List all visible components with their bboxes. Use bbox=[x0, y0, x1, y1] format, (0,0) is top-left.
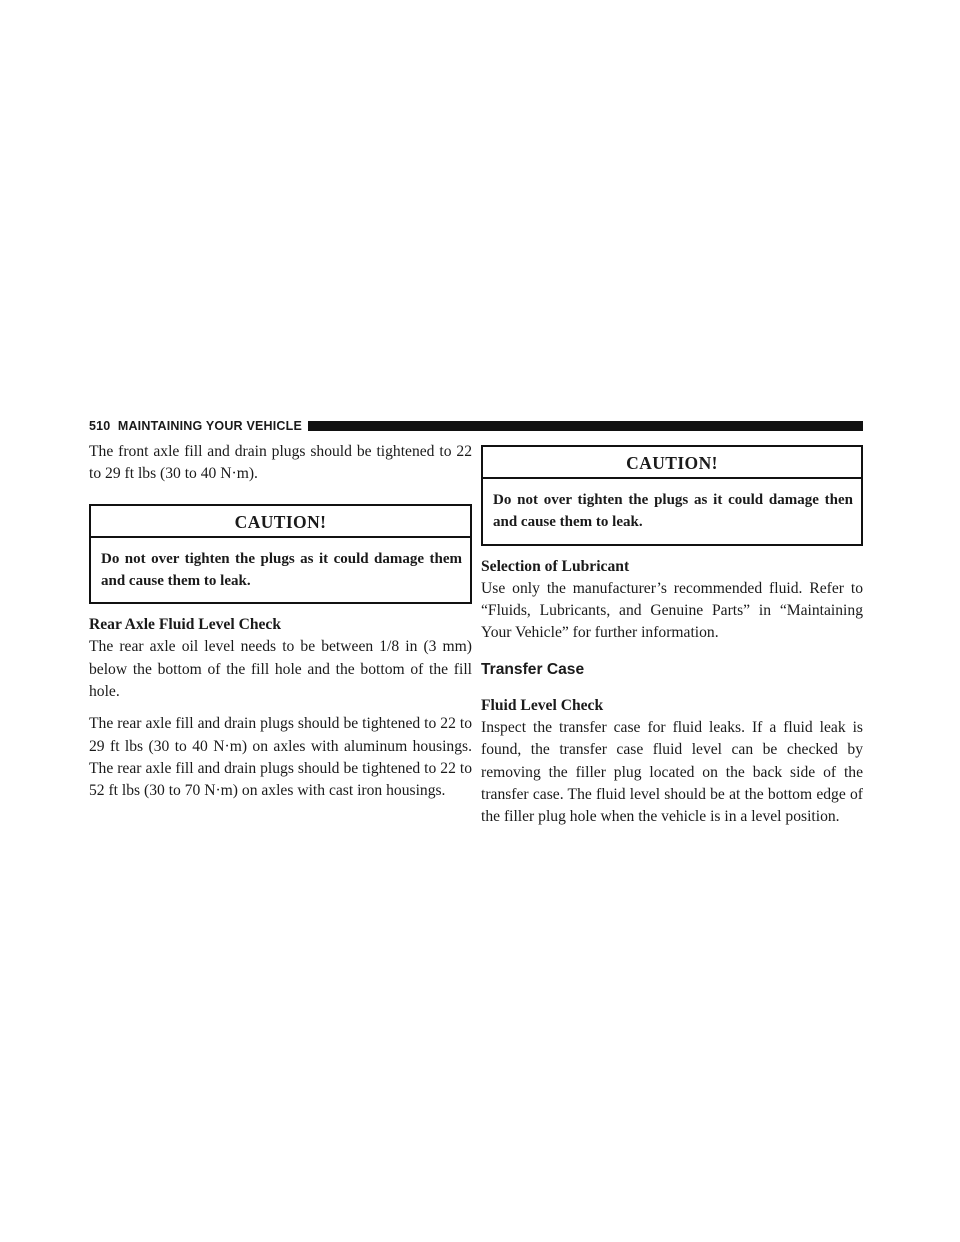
right-column bbox=[481, 441, 863, 829]
caution-body: Do not over tighten the plugs as it could damage then and cause them to leak. bbox=[493, 492, 853, 531]
caution-box bbox=[481, 445, 863, 546]
caution-title: CAUTION! bbox=[91, 506, 470, 538]
caution-title: CAUTION! bbox=[483, 447, 861, 479]
section-title: MAINTAINING YOUR VEHICLE bbox=[117, 419, 303, 433]
page-number: 510 bbox=[89, 419, 111, 433]
transfer-case-heading: Transfer Case bbox=[481, 660, 585, 678]
page-header bbox=[89, 418, 863, 434]
header-text bbox=[89, 418, 308, 434]
fluid-level-heading: Fluid Level Check bbox=[481, 696, 604, 714]
paragraph-fluid-level: Inspect the transfer case for fluid leaks. If a fluid leak is found, the transfer case fluid level can be checked by removing the filler plug located on the back side of the transfer case. The fluid level should be at the bottom edge of the filler plug hole when the vehicle is in a level position. bbox=[481, 719, 863, 826]
rear-axle-heading: Rear Axle Fluid Level Check bbox=[89, 616, 282, 634]
paragraph-rear-axle-plugs: The rear axle fill and drain plugs should be tightened to 22 to 29 ft lbs (30 to 40 N·m) on axles with aluminum housings. The rear axle fill and drain plugs should be tightened to 22 to 52 ft lbs (30 to 70 N·m) on axles with cast iron housings. bbox=[89, 715, 472, 800]
caution-box bbox=[89, 504, 472, 605]
left-column bbox=[89, 441, 472, 803]
paragraph-front-axle: The front axle fill and drain plugs should be tightened to 22 to 29 ft lbs (30 to 40 N·m). bbox=[89, 443, 472, 483]
lubricant-heading: Selection of Lubricant bbox=[481, 557, 630, 575]
paragraph-lubricant: Use only the manufacturer’s recommended fluid. Refer to “Fluids, Lubricants, and Genuine Parts” in “Maintaining Your Vehicle” for further information. bbox=[481, 579, 863, 642]
paragraph-rear-axle-level: The rear axle oil level needs to be between 1/8 in (3 mm) below the bottom of the fill hole and the bottom of the fill hole. bbox=[89, 638, 472, 701]
caution-body: Do not over tighten the plugs as it could damage them and cause them to leak. bbox=[101, 550, 462, 589]
